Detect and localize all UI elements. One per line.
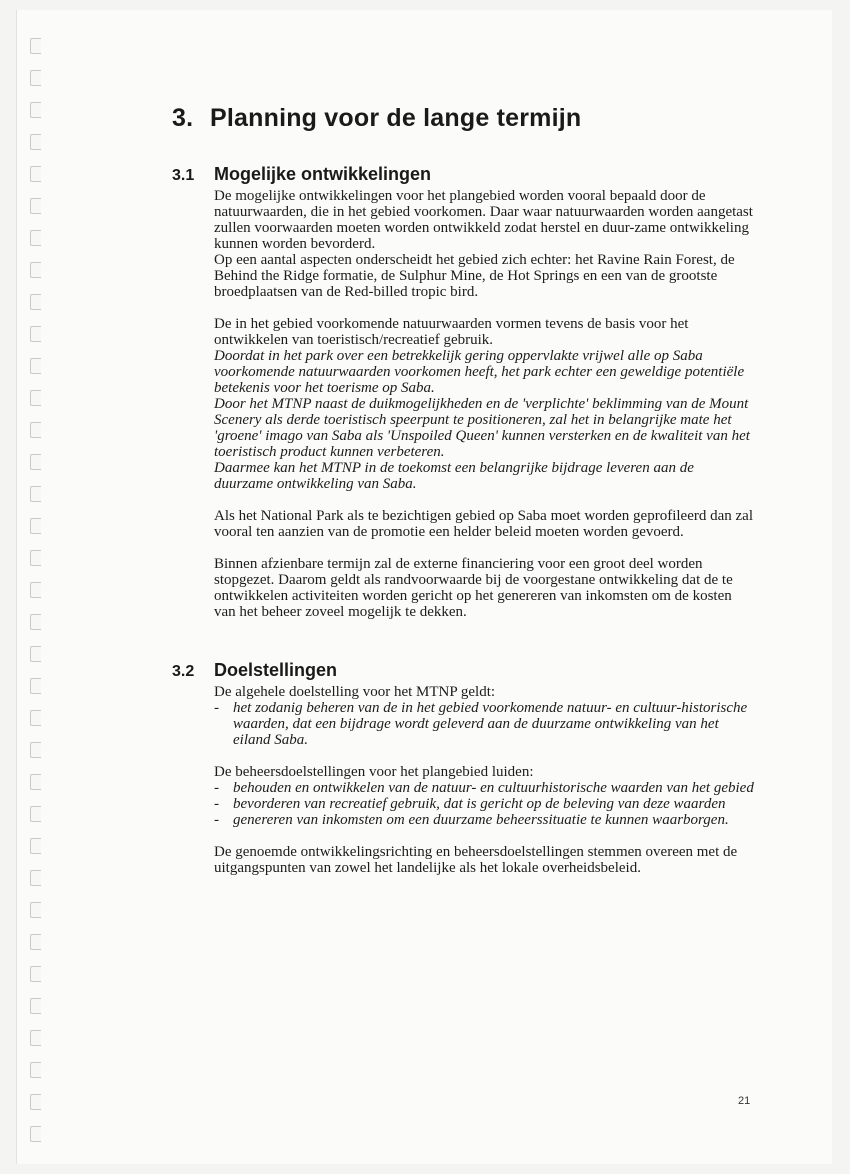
section-heading-3-2 — [172, 660, 337, 681]
page-number: 21 — [738, 1095, 751, 1107]
section-number: 3.2 — [172, 663, 195, 680]
paragraph-italic: Doordat in het park over een betrekkelijk gering oppervlakte vrijwel alle op Saba voorkomende natuurwaarden voorkomen heeft, het park echter een geweldige potentiële betekenis voor het toerisme op Saba. — [214, 348, 745, 396]
list-item: - bevorderen van recreatief gebruik, dat is gericht op de beleving van deze waarden — [214, 796, 754, 812]
chapter-number: 3. — [172, 104, 194, 132]
paragraph-italic: Door het MTNP naast de duikmogelijkheden en de 'verplichte' beklimming van de Mount Scenery als derde toeristisch speerpunt te positioneren, zal het in belangrijke mate het 'groene' imago van Saba als 'Unspoiled Queen' kunnen versterken en de kwaliteit van het toeristisch product kunnen verbeteren. — [214, 396, 750, 460]
list-item: - het zodanig beheren van de in het gebied voorkomende natuur- en cultuur-historische waarden, dat een bijdrage wordt geleverd aan de duurzame ontwikkeling van het eiland Saba. — [214, 700, 754, 748]
section-3-2-body — [214, 684, 754, 876]
section-3-1-body — [214, 188, 754, 620]
paragraph: De mogelijke ontwikkelingen voor het plangebied worden vooral bepaald door de natuurwaarden, die in het gebied voorkomen. Daar waar natuurwaarden worden aangetast zullen voorwaarden moeten worden ontwikkeld zodat herstel en duur-zame ontwikkeling kunnen worden bevorderd. — [214, 188, 753, 252]
list-item: - genereren van inkomsten om een duurzame beheerssituatie te kunnen waarborgen. — [214, 812, 754, 828]
paragraph: De algehele doelstelling voor het MTNP geldt: — [214, 684, 496, 700]
section-title: Mogelijke ontwikkelingen — [214, 164, 432, 184]
goal-list — [214, 700, 754, 748]
paragraph: De in het gebied voorkomende natuurwaarden vormen tevens de basis voor het ontwikkelen van toeristisch/recreatief gebruik. — [214, 316, 689, 348]
paragraph: Als het National Park als te bezichtigen gebied op Saba moet worden geprofileerd dan zal vooral ten aanzien van de promotie een helder beleid moeten worden gevoerd. — [214, 508, 753, 540]
paragraph: Op een aantal aspecten onderscheidt het gebied zich echter: het Ravine Rain Forest, de Behind the Ridge formatie, de Sulphur Mine, de Hot Springs en een van de grootste broedplaatsen van de Red-billed tropic bird. — [214, 252, 735, 300]
chapter-title — [172, 104, 581, 133]
section-title: Doelstellingen — [214, 660, 338, 680]
management-goals-list — [214, 780, 754, 828]
paragraph: De genoemde ontwikkelingsrichting en beheersdoelstellingen stemmen overeen met de uitgangspunten van zowel het landelijke als het lokale overheidsbeleid. — [214, 844, 738, 876]
list-item: - behouden en ontwikkelen van de natuur- en cultuurhistorische waarden van het gebied — [214, 780, 754, 796]
section-heading-3-1 — [172, 164, 431, 185]
paragraph: De beheersdoelstellingen voor het plangebied luiden: — [214, 764, 534, 780]
section-number: 3.1 — [172, 167, 195, 184]
paragraph: Binnen afzienbare termijn zal de externe financiering voor een groot deel worden stopgezet. Daarom geldt als randvoorwaarde bij de voorgestane ontwikkeling dat de te ontwikkelen activiteiten worden gericht op het genereren van inkomsten om de kosten van het beheer zoveel mogelijk te dekken. — [214, 556, 733, 620]
chapter-title-text: Planning voor de lange termijn — [210, 104, 582, 132]
paragraph-italic: Daarmee kan het MTNP in de toekomst een belangrijke bijdrage leveren aan de duurzame ontwikkeling van Saba. — [214, 460, 694, 492]
